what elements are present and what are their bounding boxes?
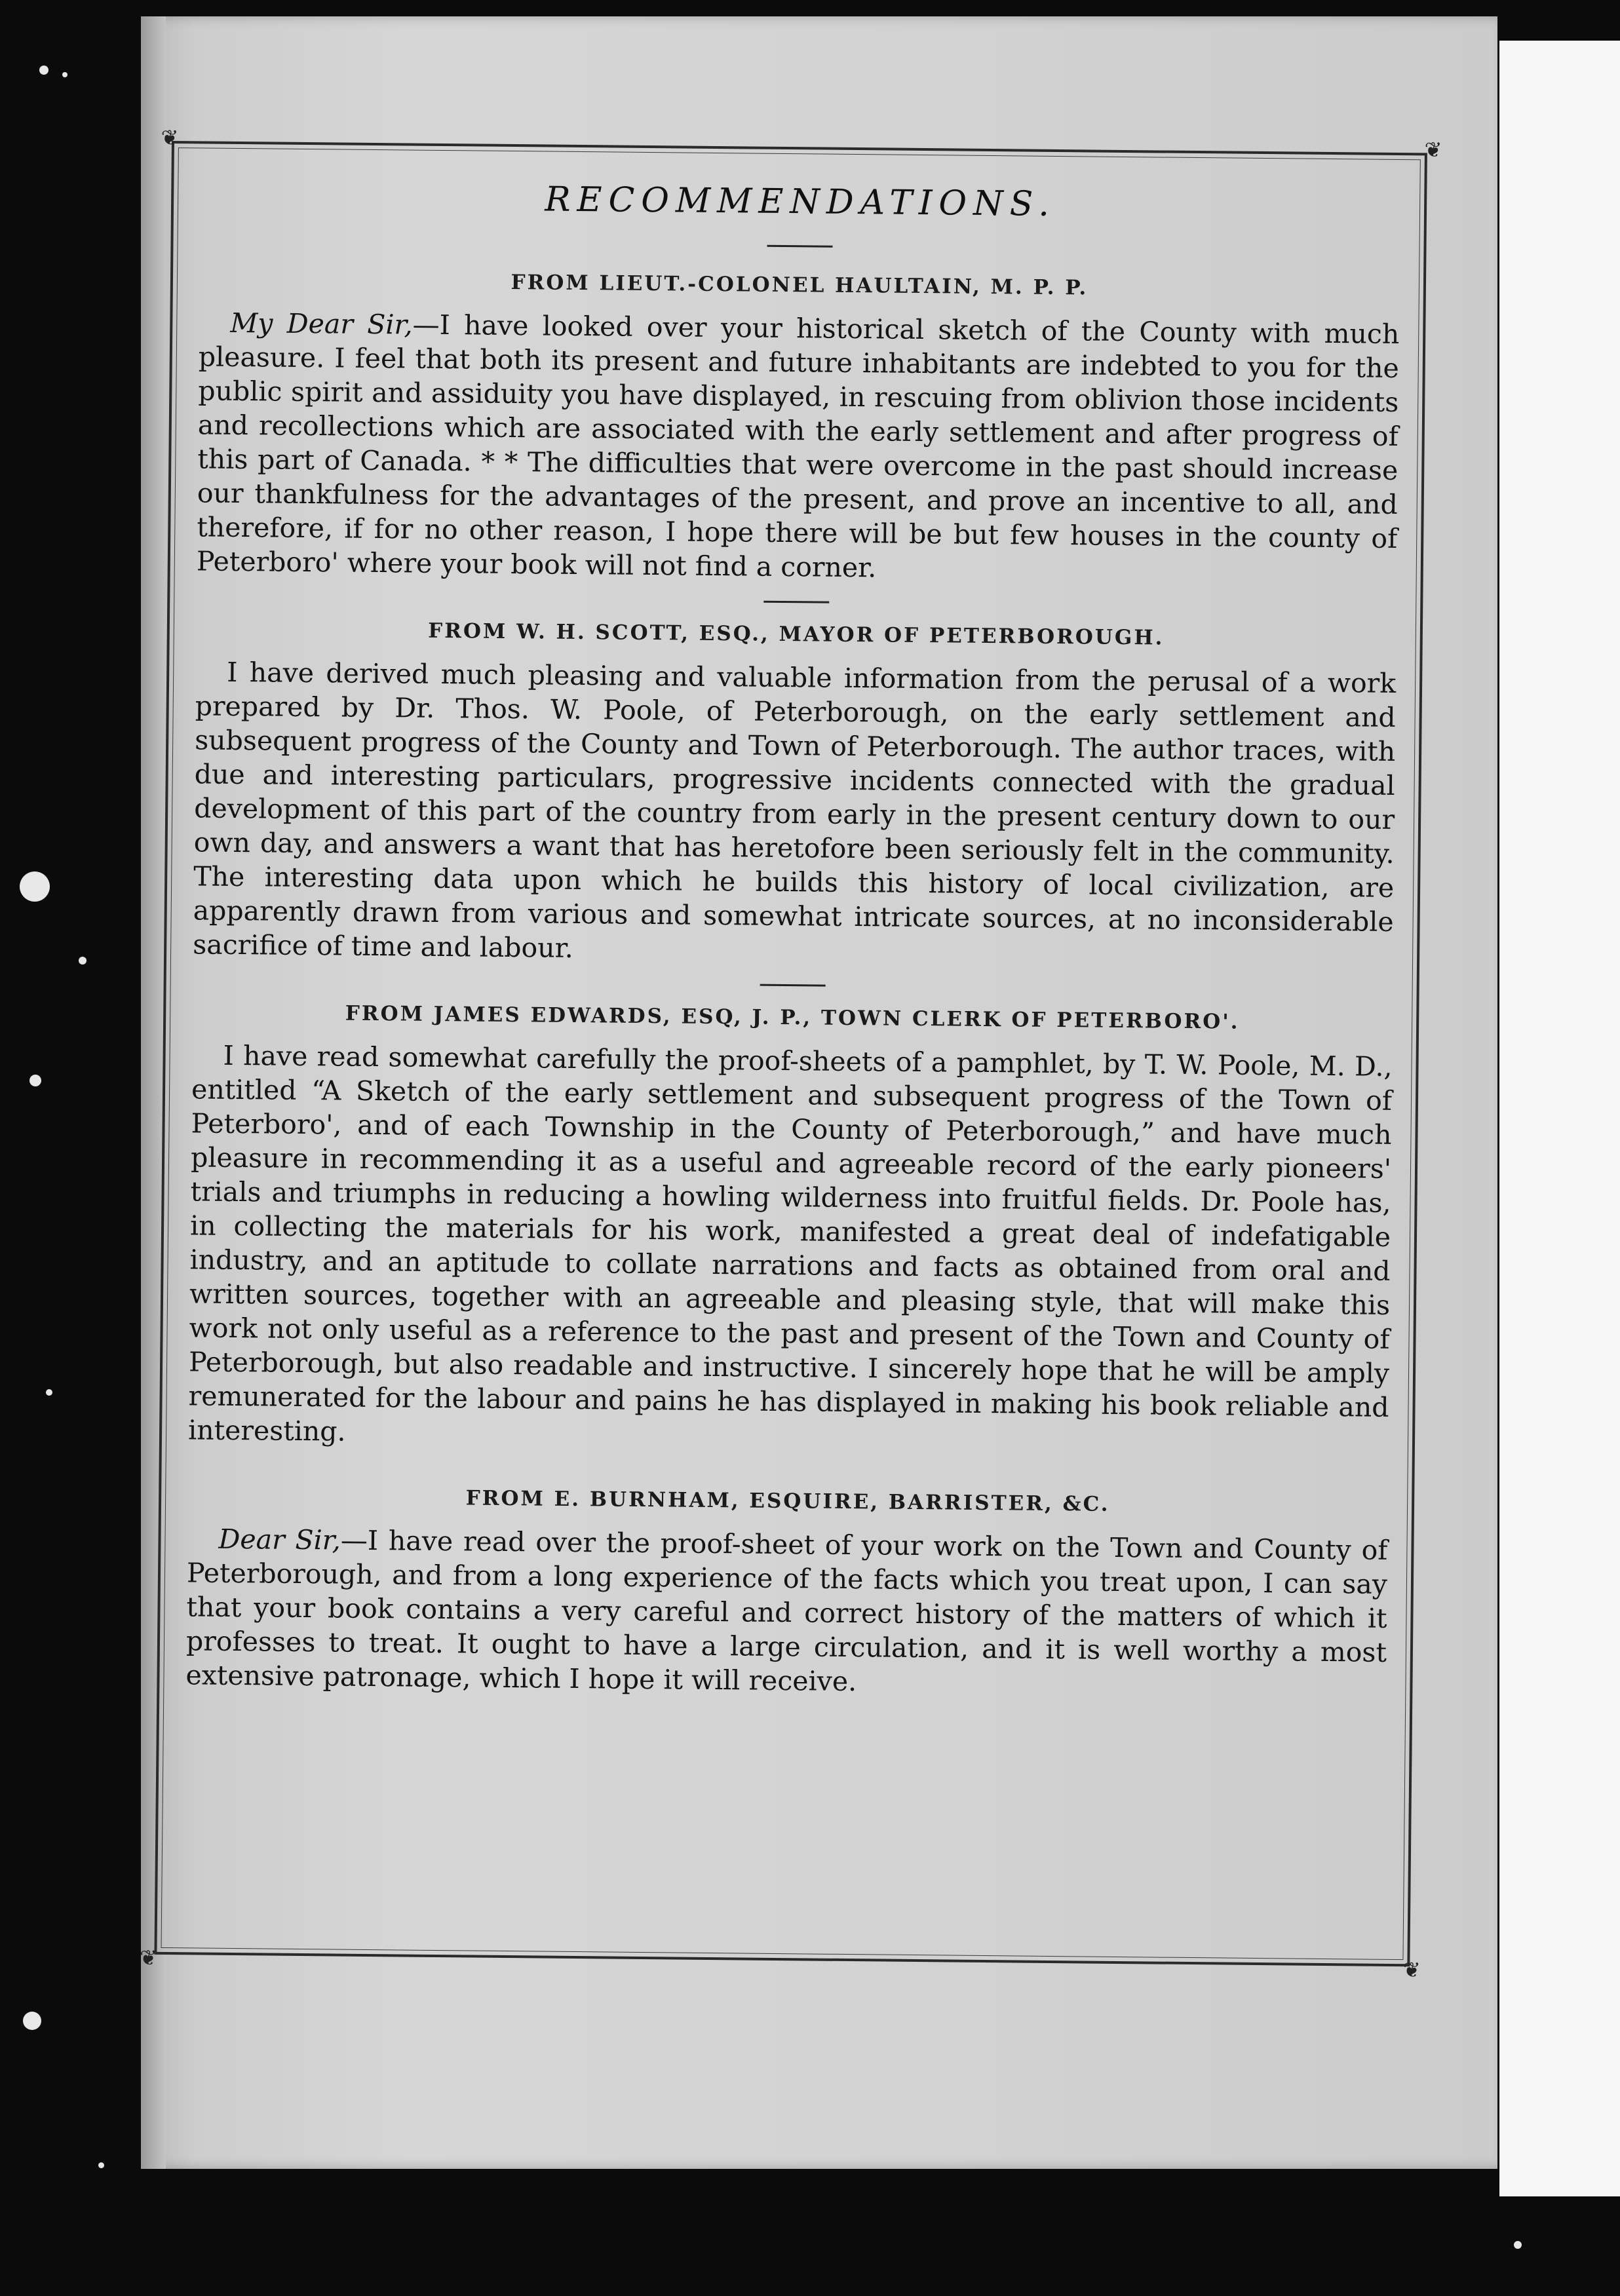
letter-heading: FROM E. BURNHAM, ESQUIRE, BARRISTER, &C. [465,1486,1110,1516]
title-divider [767,245,832,248]
scan-speck [23,2012,41,2030]
letter-body [188,1038,1393,1459]
letter-heading: FROM LIEUT.-COLONEL HAULTAIN, M. P. P. [511,270,1089,300]
letter-body [197,305,1400,590]
page-content [185,176,1400,1720]
letter-heading: FROM JAMES EDWARDS, ESQ, J. P., TOWN CLERK OF PETERBORO'. [345,1001,1240,1034]
letter-text: —I have looked over your historical sketch of the County with much pleasure. I feel that both its present and future inhabitants are indebted to you for the public spirit and assiduity you have displayed, in rescuing from oblivion those incidents and recollections which are associated with the early settlement and after progress of this part of Canada. * * The difficulties that were overcome in the past should increase our thankfulness for the advantages of the present, and prove an incentive to all, and therefore, if for no other reason, I hope there will be but few houses in the county of Peterboro' where your book will not find a corner. [196,309,1400,584]
scan-speck [46,1389,52,1396]
letter-body [193,655,1396,973]
corner-ornament-icon: ❦ [161,124,179,151]
corner-ornament-icon: ❦ [139,1945,157,1970]
letter-burnham [185,1483,1388,1704]
letter-edwards [188,1000,1393,1459]
letter-haultain [197,267,1400,590]
letter-body [185,1521,1387,1704]
adjacent-page-edge [1499,41,1620,2196]
letter-text: I have read somewhat carefully the proof-sheets of a pamphlet, by T. W. Poole, M. D., entitled “A Sketch of the early settlement and subsequent progress of the Town of Peterboro', and of each Township in the County of Peterborough,” and have much pleasure in recommending it as a useful and agreeable record of the early pioneers' trials and triumphs in reducing a howling wilderness into fruitful fields. Dr. Poole has, in collecting the materials for his work, manifested a great deal of indefatigable industry, and an aptitude to collate narrations and facts as obtained from oral and written sources, together with an agreeable and pleasing style, that will make this work not only useful as a reference to the past and present of the Town and County of Peterborough, but also readable and instructive. I sincerely hope that he will be amply remunerated for the labour and pains he has displayed in making his book reliable and interesting. [187,1039,1393,1447]
letter-text: —I have read over the proof-sheet of your work on the Town and County of Peterborough, and from a long experience of the facts which you treat upon, I can say that your book contains a very careful and correct history of the matters of which it professes to treat. It ought to have a large circulation, and it is well worthy a most extensive patronage, which I hope it will receive. [185,1524,1388,1698]
scan-speck [79,957,87,965]
letter-salutation: Dear Sir, [218,1523,341,1556]
scan-speck [62,72,68,77]
page-title: RECOMMENDATIONS. [545,180,1056,224]
scan-speck [20,871,50,902]
letter-heading: FROM W. H. SCOTT, ESQ., MAYOR OF PETERBOROUGH. [428,619,1165,650]
scan-speck [98,2162,104,2168]
section-divider [760,984,826,987]
corner-ornament-icon: ❦ [1424,137,1442,163]
scan-speck [39,66,48,75]
scan-speck [1514,2241,1522,2249]
corner-ornament-icon: ❦ [1402,1957,1421,1983]
letter-salutation: My Dear Sir, [230,307,413,341]
letter-scott [193,617,1397,973]
letter-text: I have derived much pleasing and valuable information from the perusal of a work prepared by Dr. Thos. W. Poole, of Peterborough, on the early settlement and subsequent progress of the County and Town of Peterborough. The author traces, with due and interesting particulars, progressive incidents connected with the gradual development of this part of the country from early in the present century down to our own day, and answers a want that has heretofore been seriously felt in the community. The interesting data upon which he builds this history of local civilization, are apparently drawn from various and somewhat intricate sources, at no inconsiderable sacrifice of time and labour. [192,656,1397,964]
section-divider [763,601,829,603]
scan-speck [29,1075,41,1086]
page-border-frame [139,124,1442,1983]
